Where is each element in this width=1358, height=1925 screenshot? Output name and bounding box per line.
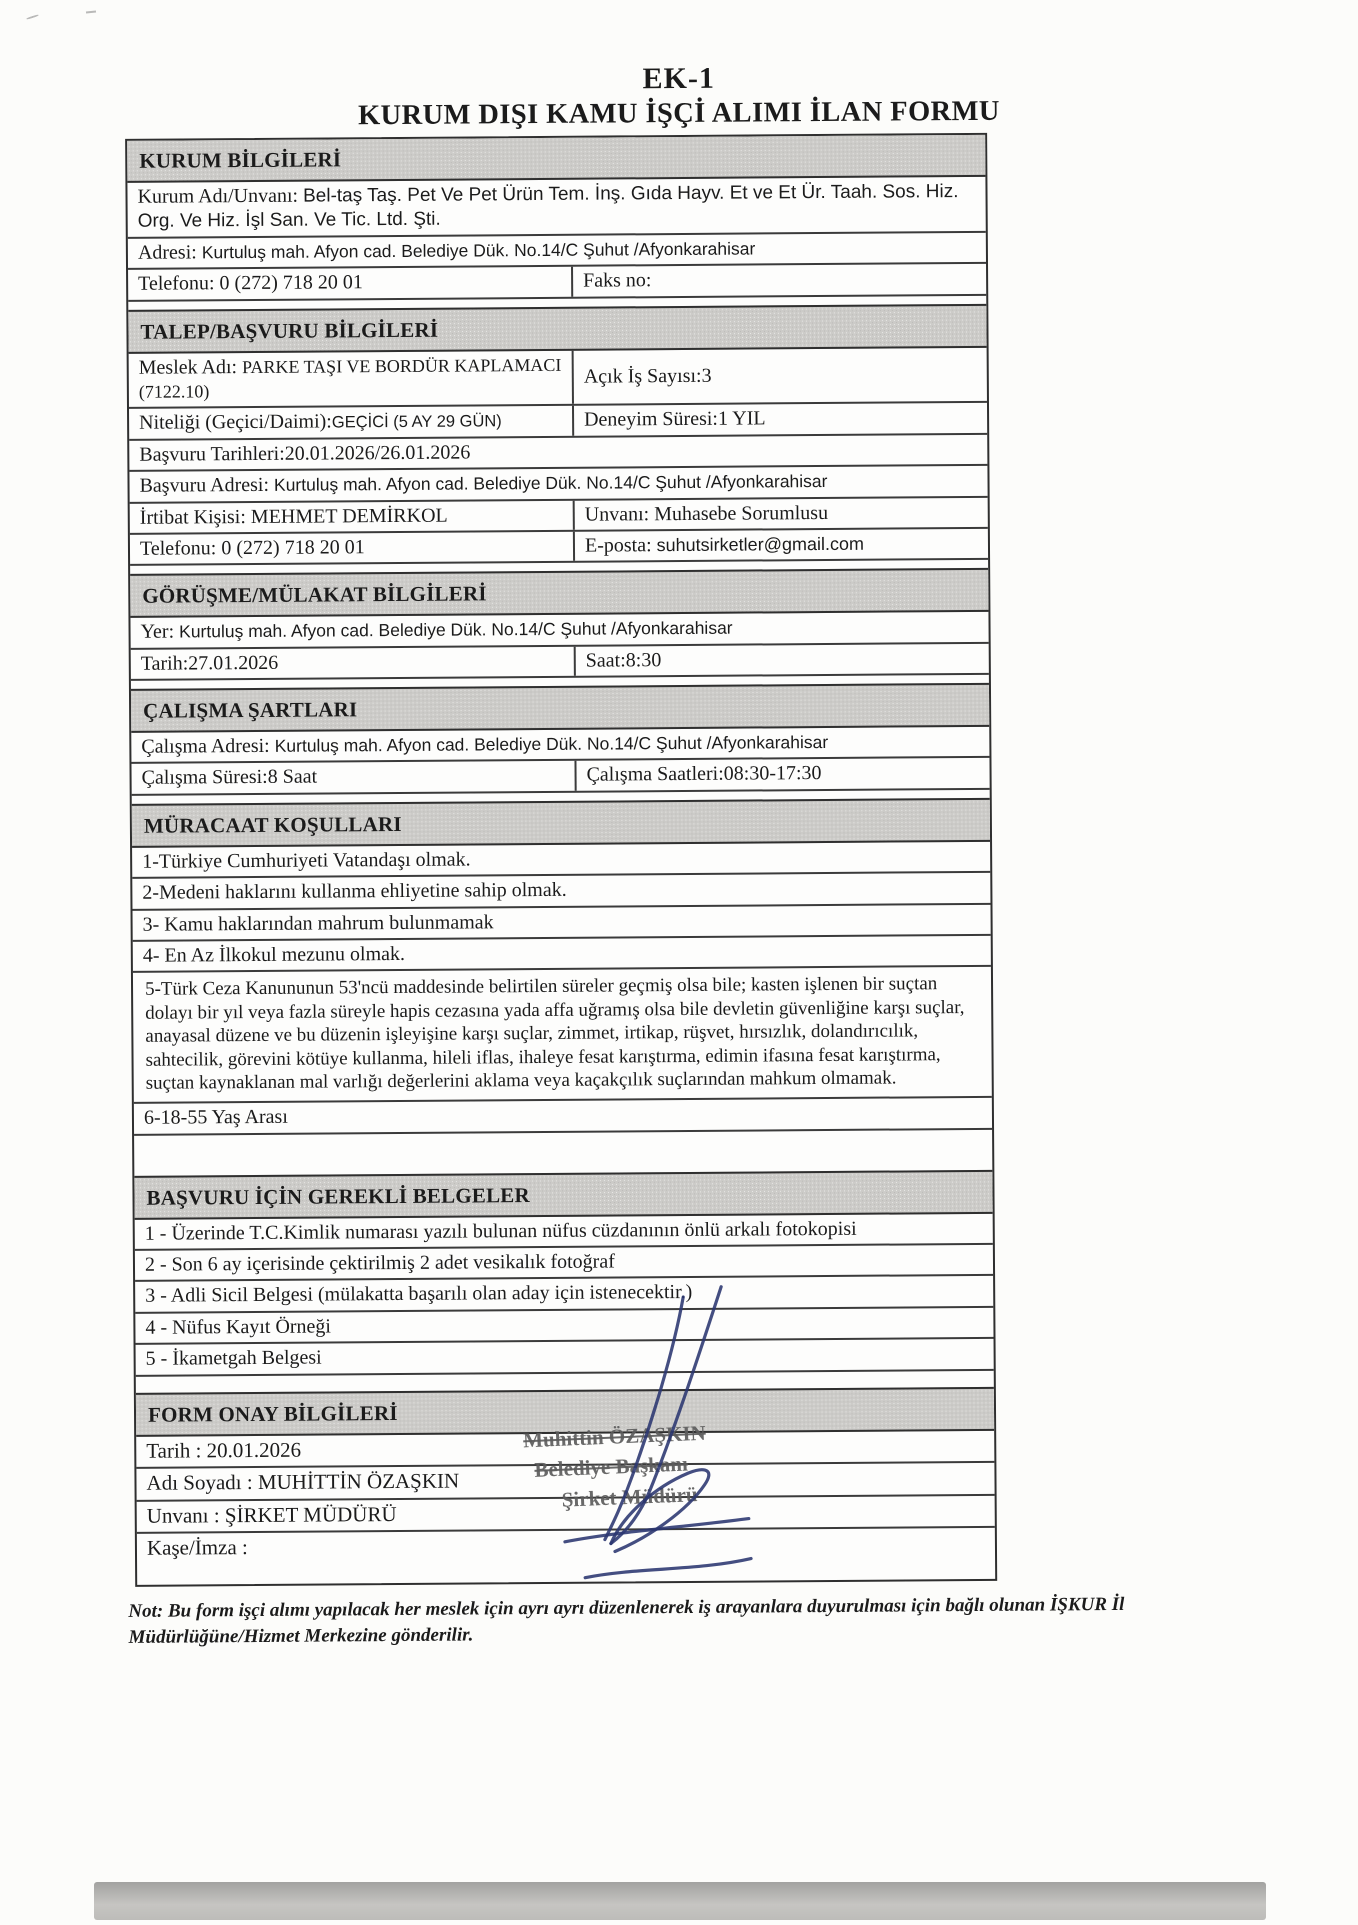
- faks-label: Faks no:: [583, 269, 651, 291]
- cell-telefon2: [130, 532, 573, 564]
- footer-note: [128, 1591, 1258, 1650]
- stamp-new-title-line: Şirket Müdürü: [525, 1478, 709, 1516]
- page-title: KURUM DIŞI KAMU İŞÇİ ALIMI İLAN FORMU: [0, 93, 1358, 134]
- onay-tarih-value: 20.01.2026: [207, 1437, 302, 1462]
- footer-note-label: Not:: [128, 1601, 163, 1622]
- section-header-form-onay: FORM ONAY BİLGİLERİ: [136, 1386, 994, 1436]
- muracaat-item-1-text: 1-Türkiye Cumhuriyeti Vatandaşı olmak.: [142, 848, 471, 872]
- cell-deneyim: [572, 403, 987, 435]
- calisma-saatleri-label: Çalışma Saatleri:: [586, 763, 723, 786]
- cell-calisma-saatleri: [574, 758, 989, 790]
- calisma-adresi-label: Çalışma Adresi:: [141, 735, 269, 758]
- cell-nitelik: [129, 406, 572, 438]
- adresi-label: Adresi:: [138, 241, 197, 263]
- meslek-adi-label: Meslek Adı:: [139, 356, 237, 379]
- onay-adi-soyadi-value: MUHİTTİN ÖZAŞKIN: [258, 1469, 459, 1494]
- cell-calisma-suresi: [131, 761, 574, 793]
- acik-is-label: Açık İş Sayısı:: [584, 364, 702, 389]
- muracaat-item-3-text: 3- Kamu haklarından mahrum bulunmamak: [143, 911, 494, 935]
- telefon2-label: Telefonu:: [140, 537, 217, 560]
- adresi-value: Kurtuluş mah. Afyon cad. Belediye Dük. No.14/C Şuhut /Afyonkarahisar: [202, 238, 756, 262]
- yer-value: Kurtuluş mah. Afyon cad. Belediye Dük. No.14/C Şuhut /Afyonkarahisar: [179, 618, 733, 642]
- kurum-adi-label: Kurum Adı/Unvanı:: [137, 185, 298, 208]
- basvuru-tarihleri-value: 20.01.2026/26.01.2026: [285, 441, 471, 464]
- row-telefon-eposta: [130, 529, 988, 566]
- eposta-label: E-posta:: [585, 534, 652, 556]
- muracaat-item-2-text: 2-Medeni haklarını kullanma ehliyetine sahip olmak.: [142, 879, 566, 904]
- deneyim-label: Deneyim Süresi:: [584, 408, 718, 431]
- belge-item-2-text: 2 - Son 6 ay içerisinde çektirilmiş 2 adet vesikalık fotoğraf: [145, 1250, 615, 1275]
- muracaat-item-5: [133, 967, 992, 1104]
- unvan-label: Unvanı:: [585, 503, 650, 525]
- muracaat-item-5-text: 5-Türk Ceza Kanununun 53'ncü maddesinde belirtilen süreler geçmiş olsa bile; kasten işlenen bir suçtan dolayı bir yıl veya fazla süreyle hapis cezasına yada affa uğramış olsa bile devletin güvenliğine karşı suçlar, anayasal düzene ve bu düzenin işleyişine karşı suçlar, zimmet, irtikap, rüşvet, hırsızlık, dolandırıcılık, sahtecilik, görevini kötüye kullanma, hileli iflas, ihaleye fesat karıştırma, edimin ifasına fesat karıştırma, suçtan kaynaklanan mal varlığı değerlerini aklama veya kaçakçılık suçlarından mahkum olmamak.: [145, 974, 965, 1094]
- annex-label: EK-1: [0, 57, 1358, 100]
- deneyim-value: 1 YIL: [718, 408, 766, 430]
- table-gap: [134, 1129, 992, 1175]
- basvuru-adresi-value: Kurtuluş mah. Afyon cad. Belediye Dük. No.14/C Şuhut /Afyonkarahisar: [274, 471, 828, 495]
- stamp-old-title-line: Belediye Başkanı: [524, 1448, 708, 1486]
- row-onay-kase-imza: [137, 1528, 995, 1585]
- row-calisma-suresi-saatleri: [131, 758, 989, 795]
- row-telefonu-faks: [128, 264, 986, 301]
- section-header-gorusme-mulakat: GÖRÜŞME/MÜLAKAT BİLGİLERİ: [130, 568, 988, 618]
- eposta-value: suhutsirketler@gmail.com: [657, 534, 864, 555]
- belge-item-1-text: 1 - Üzerinde T.C.Kimlik numarası yazılı bulunan nüfus cüzdanının önlü arkalı fotokopisi: [145, 1217, 857, 1244]
- stamp-name-line: Muhittin ÖZAŞKIN: [523, 1417, 707, 1455]
- calisma-adresi-value: Kurtuluş mah. Afyon cad. Belediye Dük. No.14/C Şuhut /Afyonkarahisar: [275, 732, 829, 756]
- onay-unvan-label: Unvanı :: [147, 1503, 220, 1528]
- scanner-shadow-bar: [94, 1882, 1266, 1920]
- tarih-value: 27.01.2026: [188, 652, 278, 675]
- yer-label: Yer:: [140, 621, 174, 643]
- irtibat-value: MEHMET DEMİRKOL: [251, 504, 448, 527]
- unvan-value: Muhasebe Sorumlusu: [654, 501, 828, 524]
- section-header-kurum-bilgileri: KURUM BİLGİLERİ: [127, 135, 985, 183]
- cell-unvan: [573, 497, 988, 529]
- cell-meslek-adi: [129, 350, 572, 407]
- meslek-adi-value: PARKE TAŞI VE BORDÜR KAPLAMACI (7122.10): [139, 354, 562, 401]
- cell-faks: [571, 264, 986, 296]
- saat-label: Saat:: [586, 649, 626, 671]
- telefon2-value: 0 (272) 718 20 01: [221, 536, 364, 559]
- saat-value: 8:30: [626, 649, 662, 671]
- onay-tarih-label: Tarih :: [146, 1438, 201, 1462]
- cell-acik-is-sayisi: [572, 347, 987, 404]
- acik-is-value: 3: [701, 364, 711, 388]
- row-tarih-saat: [131, 644, 989, 681]
- cell-telefonu: [128, 267, 571, 299]
- nitelik-label: Niteliği (Geçici/Daimi):: [139, 411, 332, 434]
- belge-item-3-text: 3 - Adli Sicil Belgesi (mülakatta başarılı olan aday için istenecektir.): [145, 1281, 692, 1307]
- basvuru-adresi-label: Başvuru Adresi:: [139, 474, 269, 497]
- official-stamp: [523, 1417, 709, 1516]
- muracaat-item-4-text: 4- En Az İlkokul mezunu olmak.: [143, 943, 405, 967]
- calisma-suresi-label: Çalışma Süresi:: [142, 766, 268, 789]
- row-meslek-acik-is: [129, 347, 987, 409]
- onay-unvan-value: ŞİRKET MÜDÜRÜ: [225, 1502, 397, 1527]
- calisma-saatleri-value: 08:30-17:30: [724, 762, 822, 785]
- onay-section: [136, 1386, 995, 1585]
- belge-item-4-text: 4 - Nüfus Kayıt Örneği: [145, 1315, 331, 1338]
- cell-eposta: [573, 529, 988, 561]
- row-kurum-adi: [127, 177, 985, 239]
- section-header-calisma-sartlari: ÇALIŞMA ŞARTLARI: [131, 683, 989, 733]
- basvuru-tarihleri-label: Başvuru Tarihleri:: [139, 443, 285, 466]
- calisma-suresi-value: 8 Saat: [268, 766, 318, 788]
- cell-tarih: [131, 646, 574, 678]
- nitelik-value: GEÇİCİ (5 AY 29 GÜN): [332, 413, 502, 432]
- irtibat-label: İrtibat Kişisi:: [140, 506, 246, 529]
- section-header-talep-basvuru: TALEP/BAŞVURU BİLGİLERİ: [128, 303, 986, 353]
- onay-kase-label: Kaşe/İmza :: [147, 1535, 248, 1560]
- muracaat-item-6-text: 6-18-55 Yaş Arası: [144, 1106, 288, 1129]
- section-header-muracaat-kosullari: MÜRACAAT KOŞULLARI: [132, 798, 990, 848]
- section-header-gerekli-belgeler: BAŞVURU İÇİN GEREKLİ BELGELER: [134, 1169, 992, 1219]
- telefonu-value: 0 (272) 718 20 01: [219, 271, 362, 294]
- belge-item-5-text: 5 - İkametgah Belgesi: [146, 1347, 322, 1370]
- footer-note-text: Bu form işçi alımı yapılacak her meslek için ayrı ayrı düzenlenerek iş arayanlara duyurulması için bağlı olunan İŞKUR İl Müdürlüğüne/Hizmet Merkezine gönderilir.: [129, 1594, 1125, 1648]
- form-table: [125, 133, 997, 1587]
- cell-irtibat-kisisi: [130, 500, 573, 532]
- tarih-label: Tarih:: [141, 652, 189, 674]
- kurum-adi-value: Bel-taş Taş. Pet Ve Pet Ürün Tem. İnş. Gıda Hayv. Et ve Et Ür. Taah. Sos. Hiz. Org. Ve Hiz. İşl San. Ve Tic. Ltd. Şti.: [138, 181, 959, 232]
- onay-adi-soyadi-label: Adı Soyadı :: [146, 1470, 252, 1495]
- cell-saat: [574, 644, 989, 676]
- telefonu-label: Telefonu:: [138, 272, 215, 295]
